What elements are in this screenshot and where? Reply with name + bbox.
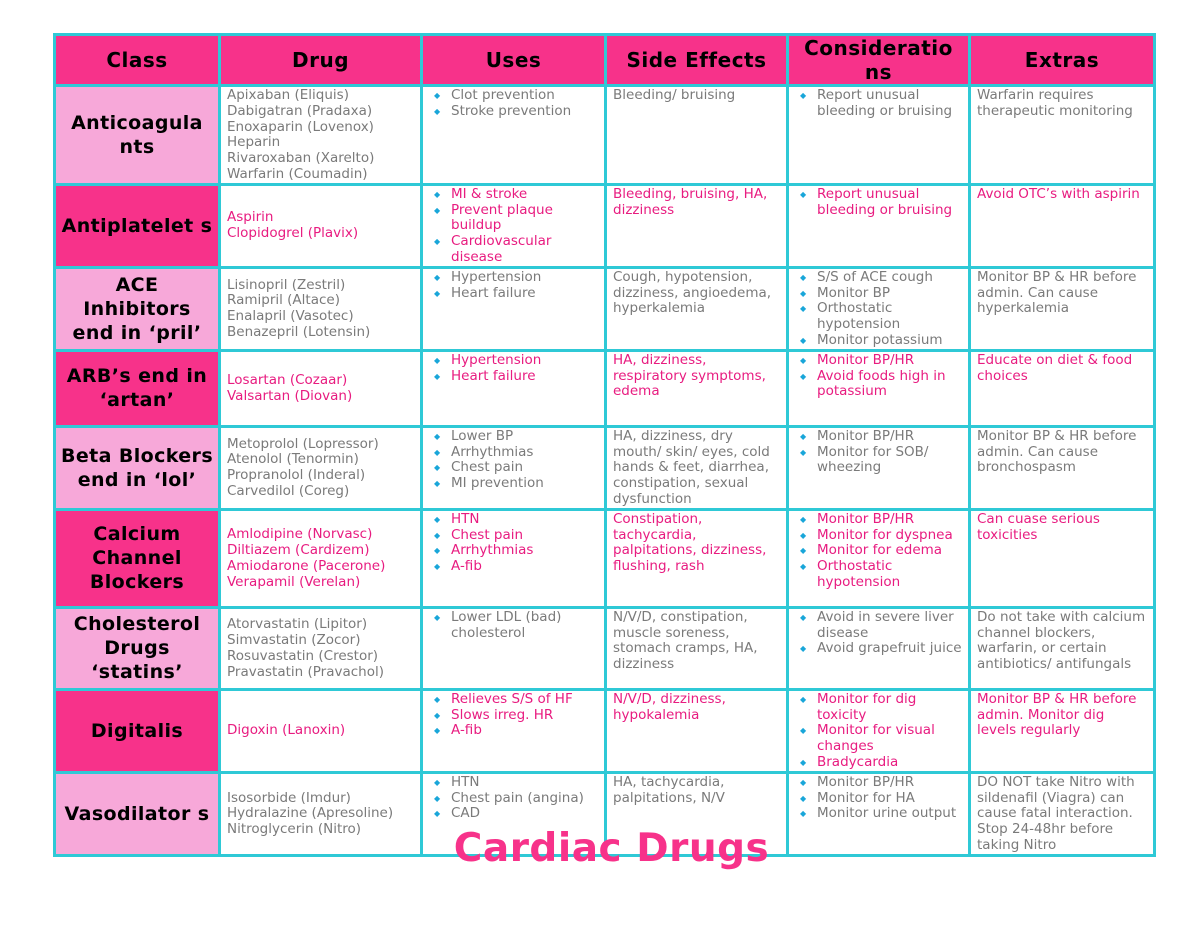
- drug-name: Lisinopril (Zestril): [227, 276, 346, 293]
- uses-cell: [422, 509, 606, 607]
- side-effects-cell: HA, tachycardia, palpitations, N/V: [606, 772, 788, 855]
- class-cell: ARB’s end in ‘artan’: [55, 350, 220, 426]
- considerations-cell: [788, 607, 970, 689]
- list-item: ◆ Chest pain (angina): [429, 791, 598, 807]
- drug-cell: [220, 350, 422, 426]
- class-cell: Antiplatelet s: [55, 184, 220, 267]
- extras-cell: Monitor BP & HR before admin. Can cause bronchospasm: [970, 426, 1155, 509]
- class-cell: Anticoagula nts: [55, 86, 220, 185]
- drug-name: Valsartan (Diovan): [227, 387, 353, 404]
- considerations-cell: [788, 267, 970, 350]
- drug-name: Simvastatin (Zocor): [227, 631, 361, 648]
- considerations-list: [795, 429, 962, 476]
- uses-list: [429, 88, 598, 120]
- drug-name: Warfarin (Coumadin): [227, 165, 368, 182]
- class-cell: Digitalis: [55, 689, 220, 772]
- uses-cell: [422, 607, 606, 689]
- table-row: [55, 184, 1155, 267]
- cardiac-drugs-table: [53, 33, 1156, 857]
- drug-name: Verapamil (Verelan): [227, 573, 361, 590]
- list-item: ◆ MI & stroke: [429, 187, 598, 203]
- considerations-list: [795, 270, 962, 349]
- extras-cell: DO NOT take Nitro with sildenafil (Viagra) can cause fatal interaction. Stop 24-48hr before taking Nitro: [970, 772, 1155, 855]
- drug-cell: [220, 426, 422, 509]
- drug-name: Heparin: [227, 134, 281, 151]
- drug-name: Metoprolol (Lopressor): [227, 435, 379, 452]
- list-item: ◆ Chest pain: [429, 460, 598, 476]
- list-item: ◆ Prevent plaque buildup: [429, 203, 598, 235]
- list-item: ◆ Avoid in severe liver disease: [795, 610, 962, 642]
- side-effects-cell: Bleeding/ bruising: [606, 86, 788, 185]
- list-item: ◆ Arrhythmias: [429, 445, 598, 461]
- list-item: ◆ Monitor potassium: [795, 333, 962, 349]
- list-item: ◆ Avoid grapefruit juice: [795, 641, 962, 657]
- considerations-list: [795, 512, 962, 591]
- header-considerations: Consideratio ns: [788, 35, 970, 86]
- uses-list: [429, 610, 598, 642]
- list-item: ◆ Monitor BP/HR: [795, 429, 962, 445]
- list-item: ◆ HTN: [429, 775, 598, 791]
- list-item: ◆ Monitor BP/HR: [795, 512, 962, 528]
- drug-name: Atorvastatin (Lipitor): [227, 616, 368, 633]
- list-item: ◆ Bradycardia: [795, 755, 962, 771]
- list-item: ◆ S/S of ACE cough: [795, 270, 962, 286]
- uses-cell: [422, 350, 606, 426]
- list-item: ◆ Monitor urine output: [795, 806, 962, 822]
- side-effects-cell: N/V/D, constipation, muscle soreness, stomach cramps, HA, dizziness: [606, 607, 788, 689]
- list-item: ◆ CAD: [429, 806, 598, 822]
- considerations-list: [795, 692, 962, 771]
- list-item: ◆ Lower LDL (bad) cholesterol: [429, 610, 598, 642]
- extras-cell: Monitor BP & HR before admin. Monitor dig levels regularly: [970, 689, 1155, 772]
- list-item: ◆ Monitor for HA: [795, 791, 962, 807]
- header-side-effects: Side Effects: [606, 35, 788, 86]
- uses-list: [429, 187, 598, 266]
- drug-name: Ramipril (Altace): [227, 292, 340, 309]
- drug-name: Isosorbide (Imdur): [227, 789, 351, 806]
- drug-name: Diltiazem (Cardizem): [227, 541, 370, 558]
- drug-name: Rivaroxaban (Xarelto): [227, 150, 375, 167]
- list-item: ◆ Monitor for visual changes: [795, 723, 962, 755]
- uses-list: [429, 270, 598, 302]
- extras-cell: Educate on diet & food choices: [970, 350, 1155, 426]
- list-item: ◆ Report unusual bleeding or bruising: [795, 88, 962, 120]
- considerations-list: [795, 775, 962, 822]
- table-row: [55, 426, 1155, 509]
- drug-name: Amlodipine (Norvasc): [227, 526, 373, 543]
- list-item: ◆ Lower BP: [429, 429, 598, 445]
- drug-name: Carvedilol (Coreg): [227, 483, 350, 500]
- page-title: Cardiac Drugs: [453, 826, 770, 871]
- drug-cell: [220, 184, 422, 267]
- uses-cell: [422, 267, 606, 350]
- drug-name: Rosuvastatin (Crestor): [227, 647, 379, 664]
- uses-cell: [422, 426, 606, 509]
- extras-cell: Can cuase serious toxicities: [970, 509, 1155, 607]
- header-class: Class: [55, 35, 220, 86]
- list-item: ◆ Heart failure: [429, 369, 598, 385]
- drug-name: Nitroglycerin (Nitro): [227, 821, 362, 838]
- table-row: [55, 267, 1155, 350]
- class-cell: Beta Blockers end in ‘lol’: [55, 426, 220, 509]
- extras-cell: Avoid OTC’s with aspirin: [970, 184, 1155, 267]
- list-item: ◆ Relieves S/S of HF: [429, 692, 598, 708]
- list-item: ◆ Stroke prevention: [429, 104, 598, 120]
- side-effects-cell: Cough, hypotension, dizziness, angioedema, hyperkalemia: [606, 267, 788, 350]
- side-effects-cell: N/V/D, dizziness, hypokalemia: [606, 689, 788, 772]
- considerations-cell: [788, 184, 970, 267]
- class-cell: Calcium Channel Blockers: [55, 509, 220, 607]
- list-item: ◆ Slows irreg. HR: [429, 708, 598, 724]
- list-item: ◆ Cardiovascular disease: [429, 234, 598, 266]
- class-cell: Vasodilator s: [55, 772, 220, 855]
- table-row: [55, 607, 1155, 689]
- side-effects-cell: Constipation, tachycardia, palpitations, dizziness, flushing, rash: [606, 509, 788, 607]
- list-item: ◆ Avoid foods high in potassium: [795, 369, 962, 401]
- considerations-list: [795, 610, 962, 657]
- drug-name: Enoxaparin (Lovenox): [227, 118, 374, 135]
- table-row: [55, 350, 1155, 426]
- drug-cell: [220, 607, 422, 689]
- considerations-list: [795, 187, 962, 219]
- uses-cell: [422, 184, 606, 267]
- drug-name: Pravastatin (Pravachol): [227, 663, 384, 680]
- considerations-cell: [788, 426, 970, 509]
- considerations-cell: [788, 689, 970, 772]
- list-item: ◆ Heart failure: [429, 286, 598, 302]
- uses-list: [429, 692, 598, 739]
- considerations-cell: [788, 86, 970, 185]
- drug-name: Propranolol (Inderal): [227, 467, 366, 484]
- header-row: [55, 35, 1155, 86]
- considerations-list: [795, 88, 962, 120]
- list-item: ◆ Monitor BP/HR: [795, 775, 962, 791]
- list-item: ◆ Monitor BP: [795, 286, 962, 302]
- drug-name: Digoxin (Lanoxin): [227, 722, 346, 739]
- list-item: ◆ Arrhythmias: [429, 543, 598, 559]
- list-item: ◆ Monitor for edema: [795, 543, 962, 559]
- drug-name: Aspirin: [227, 209, 274, 226]
- drug-name: Apixaban (Eliquis): [227, 87, 349, 103]
- drug-name: Dabigatran (Pradaxa): [227, 102, 373, 119]
- side-effects-cell: HA, dizziness, dry mouth/ skin/ eyes, cold hands & feet, diarrhea, constipation, sexual dysfunction: [606, 426, 788, 509]
- table-row: [55, 689, 1155, 772]
- drug-name: Atenolol (Tenormin): [227, 451, 359, 468]
- considerations-cell: [788, 350, 970, 426]
- uses-list: [429, 429, 598, 492]
- side-effects-cell: HA, dizziness, respiratory symptoms, edema: [606, 350, 788, 426]
- class-cell: Cholesterol Drugs ‘statins’: [55, 607, 220, 689]
- list-item: ◆ Chest pain: [429, 528, 598, 544]
- header-drug: Drug: [220, 35, 422, 86]
- list-item: ◆ MI prevention: [429, 476, 598, 492]
- list-item: ◆ Orthostatic hypotension: [795, 301, 962, 333]
- drug-cell: [220, 86, 422, 185]
- drug-name: Enalapril (Vasotec): [227, 308, 354, 325]
- uses-cell: [422, 86, 606, 185]
- list-item: ◆ A-fib: [429, 723, 598, 739]
- extras-cell: Warfarin requires therapeutic monitoring: [970, 86, 1155, 185]
- side-effects-cell: Bleeding, bruising, HA, dizziness: [606, 184, 788, 267]
- drug-cell: [220, 509, 422, 607]
- uses-list: [429, 353, 598, 385]
- considerations-list: [795, 353, 962, 400]
- uses-list: [429, 775, 598, 822]
- list-item: ◆ Orthostatic hypotension: [795, 559, 962, 591]
- list-item: ◆ Monitor for dyspnea: [795, 528, 962, 544]
- list-item: ◆ Clot prevention: [429, 88, 598, 104]
- list-item: ◆ Hypertension: [429, 270, 598, 286]
- drug-cell: [220, 267, 422, 350]
- list-item: ◆ Monitor for SOB/ wheezing: [795, 445, 962, 477]
- list-item: ◆ Monitor for dig toxicity: [795, 692, 962, 724]
- list-item: ◆ Report unusual bleeding or bruising: [795, 187, 962, 219]
- drug-name: Clopidogrel (Plavix): [227, 225, 359, 242]
- uses-list: [429, 512, 598, 575]
- drug-name: Benazepril (Lotensin): [227, 324, 371, 341]
- drug-name: Hydralazine (Apresoline): [227, 805, 394, 822]
- extras-cell: Monitor BP & HR before admin. Can cause hyperkalemia: [970, 267, 1155, 350]
- table-row: [55, 86, 1155, 185]
- class-cell: ACE Inhibitors end in ‘pril’: [55, 267, 220, 350]
- extras-cell: Do not take with calcium channel blockers, warfarin, or certain antibiotics/ antifungals: [970, 607, 1155, 689]
- uses-cell: [422, 689, 606, 772]
- list-item: ◆ Hypertension: [429, 353, 598, 369]
- table-row: [55, 509, 1155, 607]
- list-item: ◆ HTN: [429, 512, 598, 528]
- drug-name: Amiodarone (Pacerone): [227, 557, 386, 574]
- considerations-cell: [788, 509, 970, 607]
- list-item: ◆ A-fib: [429, 559, 598, 575]
- drug-cell: [220, 689, 422, 772]
- header-extras: Extras: [970, 35, 1155, 86]
- drug-name: Losartan (Cozaar): [227, 371, 348, 388]
- list-item: ◆ Monitor BP/HR: [795, 353, 962, 369]
- header-uses: Uses: [422, 35, 606, 86]
